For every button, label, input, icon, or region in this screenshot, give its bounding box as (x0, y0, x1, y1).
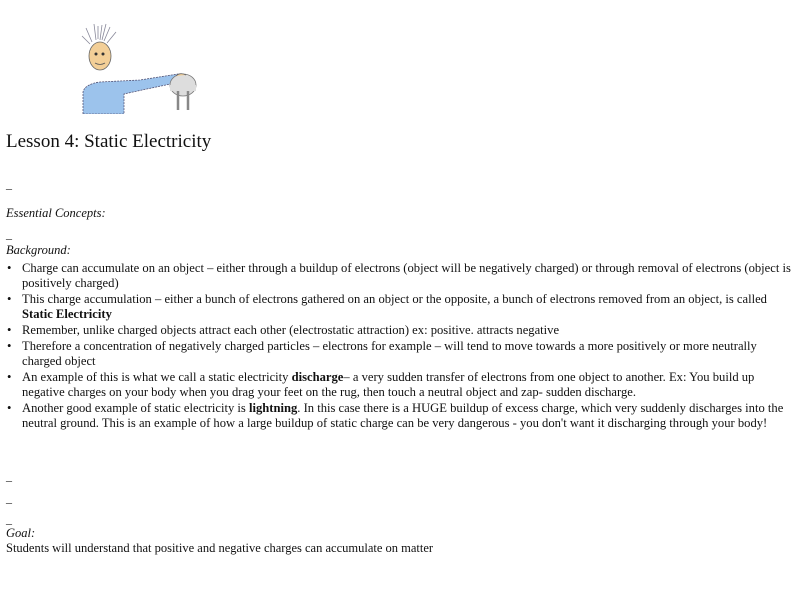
list-item (22, 370, 792, 400)
goal-text: Students will understand that positive and negative charges can accumulate on matter (6, 541, 434, 555)
background-heading: Background: (6, 243, 71, 257)
list-item (22, 292, 792, 322)
bullet-text: Remember, unlike charged objects attract each other (electrostatic attraction) ex: positive. attracts negative (22, 323, 560, 337)
bullet-text: Charge can accumulate on an object – either through a buildup of electrons (object will be negatively charged) or through removal of electrons (object is positively charged) (22, 261, 791, 290)
page-title: Lesson 4: Static Electricity (6, 131, 212, 152)
essential-concepts-heading: Essential Concepts: (6, 206, 106, 220)
bold-term: lightning (248, 401, 298, 415)
list-item (22, 339, 792, 369)
list-item (22, 261, 792, 291)
static-electricity-illustration (80, 22, 215, 114)
separator: _ (6, 469, 12, 483)
list-item (22, 323, 792, 338)
separator: _ (6, 491, 12, 505)
goal-heading: Goal: (6, 526, 36, 540)
separator: _ (6, 177, 12, 191)
bold-term: discharge (291, 370, 344, 384)
bullet-text: – a very sudden transfer of electrons from one object to another. Ex: You build up negative charges on your body when you drag your feet on the rug, then touch a neutral object and zap- sudden discharge. (22, 370, 755, 399)
bullet-text: Therefore a concentration of negatively charged particles – electrons for example – will tend to move towards a more positively or more neutrally charged object (22, 339, 757, 368)
background-list (0, 261, 792, 432)
bullet-text: . In this case there is a HUGE buildup of excess charge, which very suddenly discharges into the neutral ground. This is an example of how a large buildup of static charge can be very dangerous - you don't want it discharging through your body! (22, 401, 784, 430)
separator: _ (6, 512, 12, 526)
bullet-text: Another good example of static electricity is (22, 401, 249, 415)
separator: _ (6, 227, 12, 241)
bullet-text: This charge accumulation – either a bunch of electrons gathered on an object or the opposite, a bunch of electrons removed from an object, is called (22, 292, 767, 306)
bold-term: Static Electricity (22, 307, 112, 321)
bullet-text: An example of this is what we call a static electricity (22, 370, 292, 384)
list-item (22, 401, 792, 431)
